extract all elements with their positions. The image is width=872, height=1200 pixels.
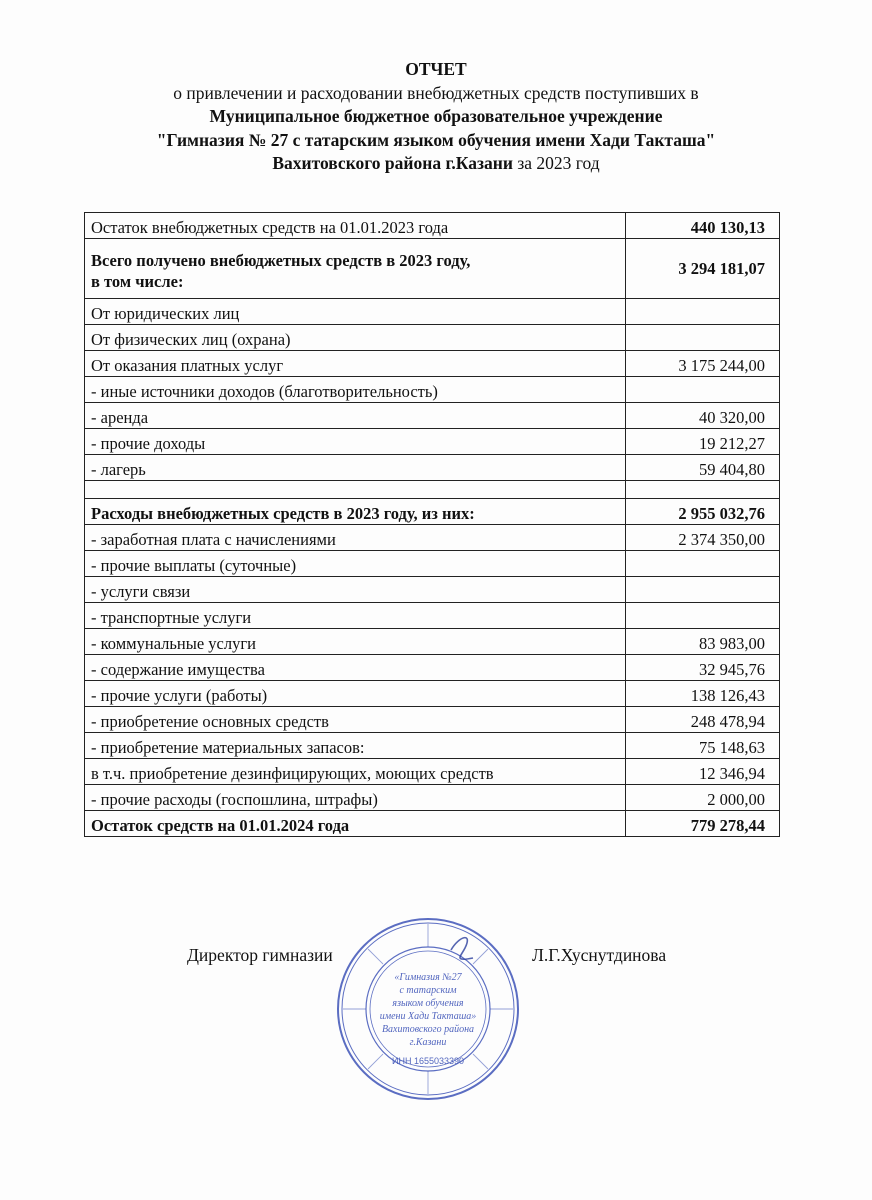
- row-amount: 12 346,94: [626, 759, 780, 785]
- row-label: - коммунальные услуги: [85, 629, 626, 655]
- row-label: [85, 239, 626, 299]
- row-label: - услуги связи: [85, 577, 626, 603]
- table-row: [85, 629, 780, 655]
- row-label: - прочие расходы (госпошлина, штрафы): [85, 785, 626, 811]
- signature-title: Директор гимназии: [187, 945, 333, 965]
- table-row: [85, 707, 780, 733]
- table-row: [85, 325, 780, 351]
- row-label: - иные источники доходов (благотворительность): [85, 377, 626, 403]
- report-year: за 2023 год: [512, 153, 600, 173]
- row-amount: 3 294 181,07: [626, 239, 780, 299]
- row-amount: 40 320,00: [626, 403, 780, 429]
- report-subtitle: о привлечении и расходовании внебюджетных средств поступивших в: [173, 82, 699, 103]
- table-row-blank: [85, 481, 780, 499]
- row-amount: 2 000,00: [626, 785, 780, 811]
- row-label: - содержание имущества: [85, 655, 626, 681]
- row-label: Расходы внебюджетных средств в 2023 году, из них:: [85, 499, 626, 525]
- row-label: - транспортные услуги: [85, 603, 626, 629]
- report-header: [0, 58, 872, 176]
- institution-district: [0, 152, 872, 176]
- row-label: От физических лиц (охрана): [85, 325, 626, 351]
- row-amount: 19 212,27: [626, 429, 780, 455]
- row-label: От юридических лиц: [85, 299, 626, 325]
- table-row: [85, 785, 780, 811]
- row-label-line2: в том числе:: [91, 271, 184, 291]
- table-row: [85, 299, 780, 325]
- row-label: - заработная плата с начислениями: [85, 525, 626, 551]
- row-amount: 779 278,44: [626, 811, 780, 837]
- stamp-line: с татарским: [399, 985, 457, 996]
- row-label: в т.ч. приобретение дезинфицирующих, моющих средств: [85, 759, 626, 785]
- institution-type: Муниципальное бюджетное образовательное учреждение: [209, 106, 663, 126]
- row-label: От оказания платных услуг: [85, 351, 626, 377]
- district-name: Вахитовского района г.Казани: [272, 153, 513, 173]
- stamp-line: Вахитовского района: [381, 1024, 475, 1035]
- row-label-line1: Всего получено внебюджетных средств в 2023 году,: [91, 250, 471, 270]
- row-amount: 248 478,94: [626, 707, 780, 733]
- row-label: - лагерь: [85, 455, 626, 481]
- table-row: [85, 455, 780, 481]
- row-amount: [626, 299, 780, 325]
- row-amount: [626, 325, 780, 351]
- official-stamp-icon: [333, 914, 523, 1104]
- table-row: [85, 213, 780, 239]
- stamp-line: г.Казани: [409, 1037, 447, 1048]
- row-amount: 138 126,43: [626, 681, 780, 707]
- signature-name: Л.Г.Хуснутдинова: [532, 945, 667, 965]
- report-title: ОТЧЕТ: [405, 59, 467, 79]
- row-label: - аренда: [85, 403, 626, 429]
- row-amount: 2 374 350,00: [626, 525, 780, 551]
- row-amount: 32 945,76: [626, 655, 780, 681]
- row-amount: 3 175 244,00: [626, 351, 780, 377]
- row-label: Остаток внебюджетных средств на 01.01.2023 года: [85, 213, 626, 239]
- table-row: [85, 403, 780, 429]
- table-row: [85, 499, 780, 525]
- table-row: [85, 759, 780, 785]
- row-amount: 59 404,80: [626, 455, 780, 481]
- row-amount: [626, 481, 780, 499]
- table-row: [85, 811, 780, 837]
- institution-name: "Гимназия № 27 с татарским языком обучения имени Хади Такташа": [156, 129, 716, 150]
- row-amount: 83 983,00: [626, 629, 780, 655]
- table-row: [85, 733, 780, 759]
- row-amount: [626, 377, 780, 403]
- table-row: [85, 681, 780, 707]
- row-label: - прочие доходы: [85, 429, 626, 455]
- row-label: - приобретение материальных запасов:: [85, 733, 626, 759]
- row-label: - прочие выплаты (суточные): [85, 551, 626, 577]
- table-row: [85, 577, 780, 603]
- row-amount: [626, 603, 780, 629]
- table-row: [85, 603, 780, 629]
- row-label: [85, 481, 626, 499]
- table-row: [85, 239, 780, 299]
- table-row: [85, 351, 780, 377]
- signature-scribble-icon: [451, 938, 473, 960]
- stamp-line: языком обучения: [392, 998, 464, 1009]
- report-table: [84, 212, 780, 837]
- table-row: [85, 551, 780, 577]
- row-label: - приобретение основных средств: [85, 707, 626, 733]
- row-amount: 2 955 032,76: [626, 499, 780, 525]
- row-label: - прочие услуги (работы): [85, 681, 626, 707]
- row-amount: 75 148,63: [626, 733, 780, 759]
- stamp-line: имени Хади Такташа»: [379, 1011, 477, 1022]
- table-row: [85, 377, 780, 403]
- stamp-inn: ИНН 1655033390: [391, 1056, 465, 1066]
- row-label: Остаток средств на 01.01.2024 года: [85, 811, 626, 837]
- row-amount: [626, 551, 780, 577]
- row-amount: [626, 577, 780, 603]
- table-row: [85, 655, 780, 681]
- table-row: [85, 429, 780, 455]
- table-row: [85, 525, 780, 551]
- stamp-line: «Гимназия №27: [394, 972, 462, 983]
- row-amount: 440 130,13: [626, 213, 780, 239]
